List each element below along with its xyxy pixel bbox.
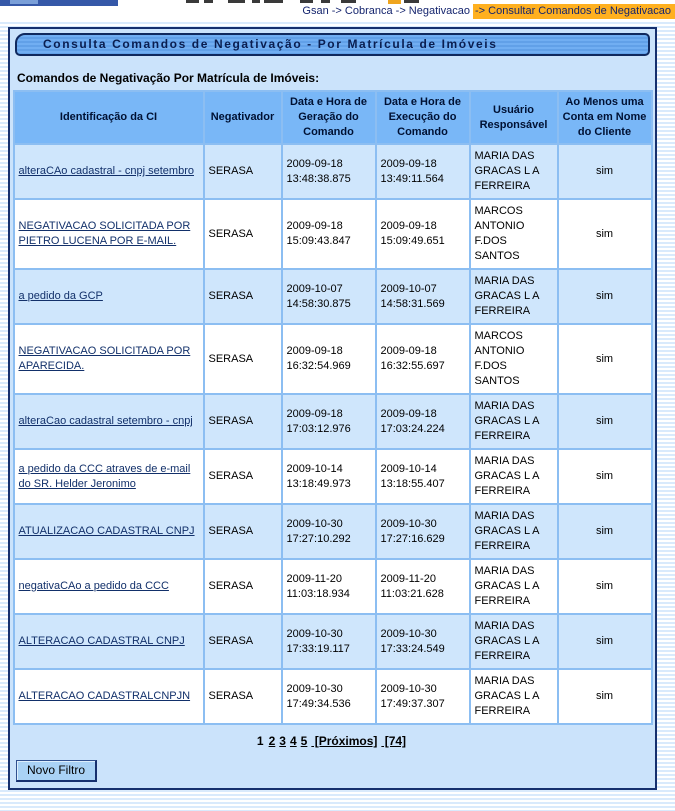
- content-panel: [8, 27, 657, 790]
- cell-data-geracao: 2009-11-20 11:03:18.934: [282, 559, 376, 614]
- cropped-text-artifact: [300, 0, 313, 3]
- cell-conta-cliente: sim: [558, 669, 652, 724]
- cropped-text-artifact: [264, 0, 283, 3]
- command-link[interactable]: alteraCAo cadastral - cnpj setembro: [18, 165, 194, 177]
- table-row: [14, 324, 652, 394]
- cell-data-execucao: 2009-10-30 17:33:24.549: [376, 614, 470, 669]
- cell-conta-cliente: sim: [558, 394, 652, 449]
- cell-data-execucao: 2009-09-18 13:49:11.564: [376, 144, 470, 199]
- cell-conta-cliente: sim: [558, 449, 652, 504]
- pagination-page-link[interactable]: 2: [268, 734, 276, 748]
- cell-negativador: SERASA: [204, 559, 282, 614]
- cropped-text-artifact: [341, 0, 356, 3]
- cell-usuario: MARIA DAS GRACAS L A FERREIRA: [470, 669, 558, 724]
- command-link[interactable]: negativaCAo a pedido da CCC: [18, 580, 169, 592]
- cell-negativador: SERASA: [204, 669, 282, 724]
- cell-data-geracao: 2009-09-18 16:32:54.969: [282, 324, 376, 394]
- column-header: Identificação da CI: [14, 91, 204, 144]
- cell-identificacao: [14, 144, 204, 199]
- column-header: Negativador: [204, 91, 282, 144]
- cell-negativador: SERASA: [204, 269, 282, 324]
- cropped-text-artifact: [321, 0, 330, 3]
- column-header: Data e Hora de Geração do Comando: [282, 91, 376, 144]
- cell-identificacao: [14, 324, 204, 394]
- pagination-current-page: 1: [256, 734, 264, 748]
- cell-identificacao: [14, 504, 204, 559]
- pagination-page-link[interactable]: 3: [279, 734, 286, 748]
- cell-identificacao: [14, 394, 204, 449]
- section-label: Comandos de Negativação Por Matrícula de Imóveis:: [17, 71, 320, 85]
- cropped-text-artifact: [186, 0, 199, 3]
- cell-conta-cliente: sim: [558, 199, 652, 269]
- pagination-page-link[interactable]: 5: [300, 734, 308, 748]
- cell-data-execucao: 2009-09-18 15:09:49.651: [376, 199, 470, 269]
- cell-data-execucao: 2009-10-30 17:27:16.629: [376, 504, 470, 559]
- novo-filtro-button[interactable]: Novo Filtro: [16, 760, 97, 782]
- cell-usuario: MARIA DAS GRACAS L A FERREIRA: [470, 144, 558, 199]
- cell-data-execucao: 2009-11-20 11:03:21.628: [376, 559, 470, 614]
- cell-negativador: SERASA: [204, 144, 282, 199]
- table-row: [14, 144, 652, 199]
- cell-identificacao: [14, 559, 204, 614]
- cell-conta-cliente: sim: [558, 559, 652, 614]
- cell-data-geracao: 2009-10-30 17:49:34.536: [282, 669, 376, 724]
- pagination-next-link[interactable]: [Próximos]: [311, 734, 378, 748]
- cell-identificacao: [14, 199, 204, 269]
- cell-negativador: SERASA: [204, 449, 282, 504]
- breadcrumb: [302, 4, 675, 18]
- cell-identificacao: [14, 449, 204, 504]
- pagination-last-link[interactable]: [74]: [381, 734, 407, 748]
- cell-usuario: MARIA DAS GRACAS L A FERREIRA: [470, 559, 558, 614]
- cell-identificacao: [14, 669, 204, 724]
- cell-data-execucao: 2009-10-07 14:58:31.569: [376, 269, 470, 324]
- cell-negativador: SERASA: [204, 614, 282, 669]
- cell-conta-cliente: sim: [558, 269, 652, 324]
- table-row: [14, 199, 652, 269]
- cell-conta-cliente: sim: [558, 324, 652, 394]
- cell-negativador: SERASA: [204, 504, 282, 559]
- breadcrumb-path: Gsan -> Cobranca -> Negativacao: [302, 5, 474, 17]
- table-row: [14, 614, 652, 669]
- command-link[interactable]: alteraCao cadastral setembro - cnpj: [18, 415, 193, 427]
- cell-identificacao: [14, 614, 204, 669]
- cell-identificacao: [14, 269, 204, 324]
- page-title: Consulta Comandos de Negativação - Por Matrícula de Imóveis: [15, 33, 650, 56]
- column-header: Ao Menos uma Conta em Nome do Cliente: [558, 91, 652, 144]
- cell-usuario: MARIA DAS GRACAS L A FERREIRA: [470, 614, 558, 669]
- cell-data-geracao: 2009-10-14 13:18:49.973: [282, 449, 376, 504]
- cropped-text-artifact: [228, 0, 245, 3]
- pagination: [10, 734, 655, 748]
- command-link[interactable]: a pedido da GCP: [18, 290, 103, 302]
- table-body: [14, 144, 652, 724]
- command-link[interactable]: NEGATIVACAO SOLICITADA POR PIETRO LUCENA POR E-MAIL.: [18, 220, 191, 247]
- command-link[interactable]: NEGATIVACAO SOLICITADA POR APARECIDA.: [18, 345, 191, 372]
- cell-data-geracao: 2009-09-18 15:09:43.847: [282, 199, 376, 269]
- cropped-header-bar-accent: [10, 0, 38, 4]
- table-row: [14, 269, 652, 324]
- column-header: Data e Hora de Execução do Comando: [376, 91, 470, 144]
- table-row: [14, 394, 652, 449]
- cell-negativador: SERASA: [204, 199, 282, 269]
- column-header: Usuário Responsável: [470, 91, 558, 144]
- cell-data-geracao: 2009-10-30 17:33:19.117: [282, 614, 376, 669]
- cell-usuario: MARCOS ANTONIO F.DOS SANTOS: [470, 199, 558, 269]
- cell-usuario: MARCOS ANTONIO F.DOS SANTOS: [470, 324, 558, 394]
- command-link[interactable]: ALTERACAO CADASTRALCNPJN: [18, 690, 191, 702]
- cell-conta-cliente: sim: [558, 144, 652, 199]
- cell-usuario: MARIA DAS GRACAS L A FERREIRA: [470, 449, 558, 504]
- table-row: [14, 504, 652, 559]
- cell-usuario: MARIA DAS GRACAS L A FERREIRA: [470, 504, 558, 559]
- cell-negativador: SERASA: [204, 324, 282, 394]
- command-link[interactable]: a pedido da CCC atraves de e-mail do SR. Helder Jeronimo: [18, 462, 191, 490]
- cropped-text-artifact: [204, 0, 213, 3]
- pagination-page-link[interactable]: 4: [289, 734, 297, 748]
- cropped-text-artifact: [404, 0, 419, 3]
- table-row: [14, 669, 652, 724]
- cell-data-geracao: 2009-09-18 13:48:38.875: [282, 144, 376, 199]
- cell-data-geracao: 2009-10-30 17:27:10.292: [282, 504, 376, 559]
- cell-usuario: MARIA DAS GRACAS L A FERREIRA: [470, 269, 558, 324]
- cell-data-geracao: 2009-10-07 14:58:30.875: [282, 269, 376, 324]
- breadcrumb-current-page: -> Consultar Comandos de Negativacao: [473, 4, 675, 19]
- cropped-text-artifact: [252, 0, 260, 3]
- negativacao-commands-table: [13, 90, 653, 725]
- cell-negativador: SERASA: [204, 394, 282, 449]
- cell-data-geracao: 2009-09-18 17:03:12.976: [282, 394, 376, 449]
- table-row: [14, 559, 652, 614]
- table-header-row: [14, 91, 652, 144]
- cell-data-execucao: 2009-10-14 13:18:55.407: [376, 449, 470, 504]
- cell-usuario: MARIA DAS GRACAS L A FERREIRA: [470, 394, 558, 449]
- cell-data-execucao: 2009-10-30 17:49:37.307: [376, 669, 470, 724]
- command-link[interactable]: ALTERACAO CADASTRAL CNPJ: [18, 635, 185, 647]
- table-row: [14, 449, 652, 504]
- command-link[interactable]: ATUALIZACAO CADASTRAL CNPJ: [18, 525, 195, 537]
- cell-conta-cliente: sim: [558, 614, 652, 669]
- cell-data-execucao: 2009-09-18 17:03:24.224: [376, 394, 470, 449]
- cell-conta-cliente: sim: [558, 504, 652, 559]
- cell-data-execucao: 2009-09-18 16:32:55.697: [376, 324, 470, 394]
